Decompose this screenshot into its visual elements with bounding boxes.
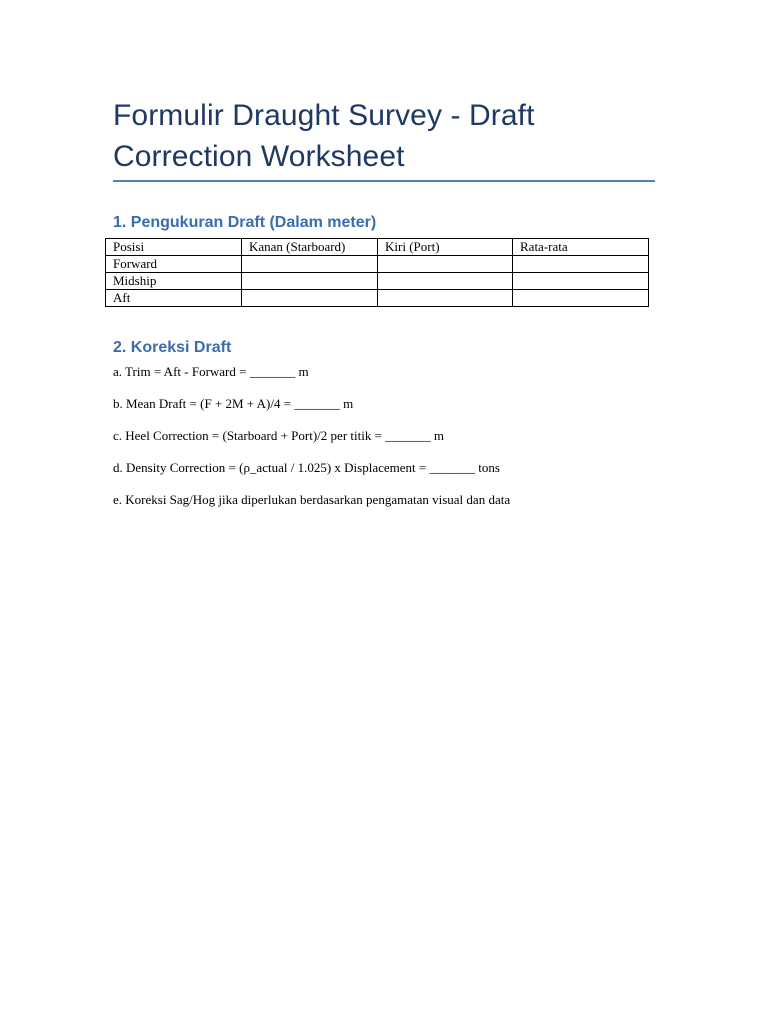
header-cell-starboard: Kanan (Starboard) (242, 239, 378, 256)
row-label-midship: Midship (106, 273, 242, 290)
cell-aft-starboard[interactable] (242, 290, 378, 307)
table-header-row (106, 239, 649, 256)
header-cell-port: Kiri (Port) (378, 239, 513, 256)
table-row (106, 290, 649, 307)
cell-forward-starboard[interactable] (242, 256, 378, 273)
formula-heel-correction: c. Heel Correction = (Starboard + Port)/2 per titik = _______ m (113, 428, 445, 443)
title-underline (113, 180, 655, 182)
draft-measurement-table (105, 238, 649, 307)
row-label-aft: Aft (106, 290, 242, 307)
note-sag-hog-correction: e. Koreksi Sag/Hog jika diperlukan berdasarkan pengamatan visual dan data (113, 492, 511, 507)
cell-forward-port[interactable] (378, 256, 513, 273)
formula-density-correction: d. Density Correction = (ρ_actual / 1.025) x Displacement = _______ tons (113, 460, 500, 475)
cell-aft-average[interactable] (513, 290, 649, 307)
formula-mean-draft: b. Mean Draft = (F + 2M + A)/4 = _______ m (113, 396, 354, 411)
cell-forward-average[interactable] (513, 256, 649, 273)
cell-midship-port[interactable] (378, 273, 513, 290)
cell-aft-port[interactable] (378, 290, 513, 307)
formula-trim: a. Trim = Aft - Forward = _______ m (113, 364, 309, 379)
table-row (106, 256, 649, 273)
table-row (106, 273, 649, 290)
section-heading-draft-correction: 2. Koreksi Draft (113, 339, 232, 356)
section-heading-draft-measurement: 1. Pengukuran Draft (Dalam meter) (113, 214, 377, 231)
cell-midship-average[interactable] (513, 273, 649, 290)
cell-midship-starboard[interactable] (242, 273, 378, 290)
header-cell-average: Rata-rata (513, 239, 649, 256)
row-label-forward: Forward (106, 256, 242, 273)
header-cell-position: Posisi (106, 239, 242, 256)
document-title: Formulir Draught Survey - Draft Correction Worksheet (113, 99, 535, 173)
